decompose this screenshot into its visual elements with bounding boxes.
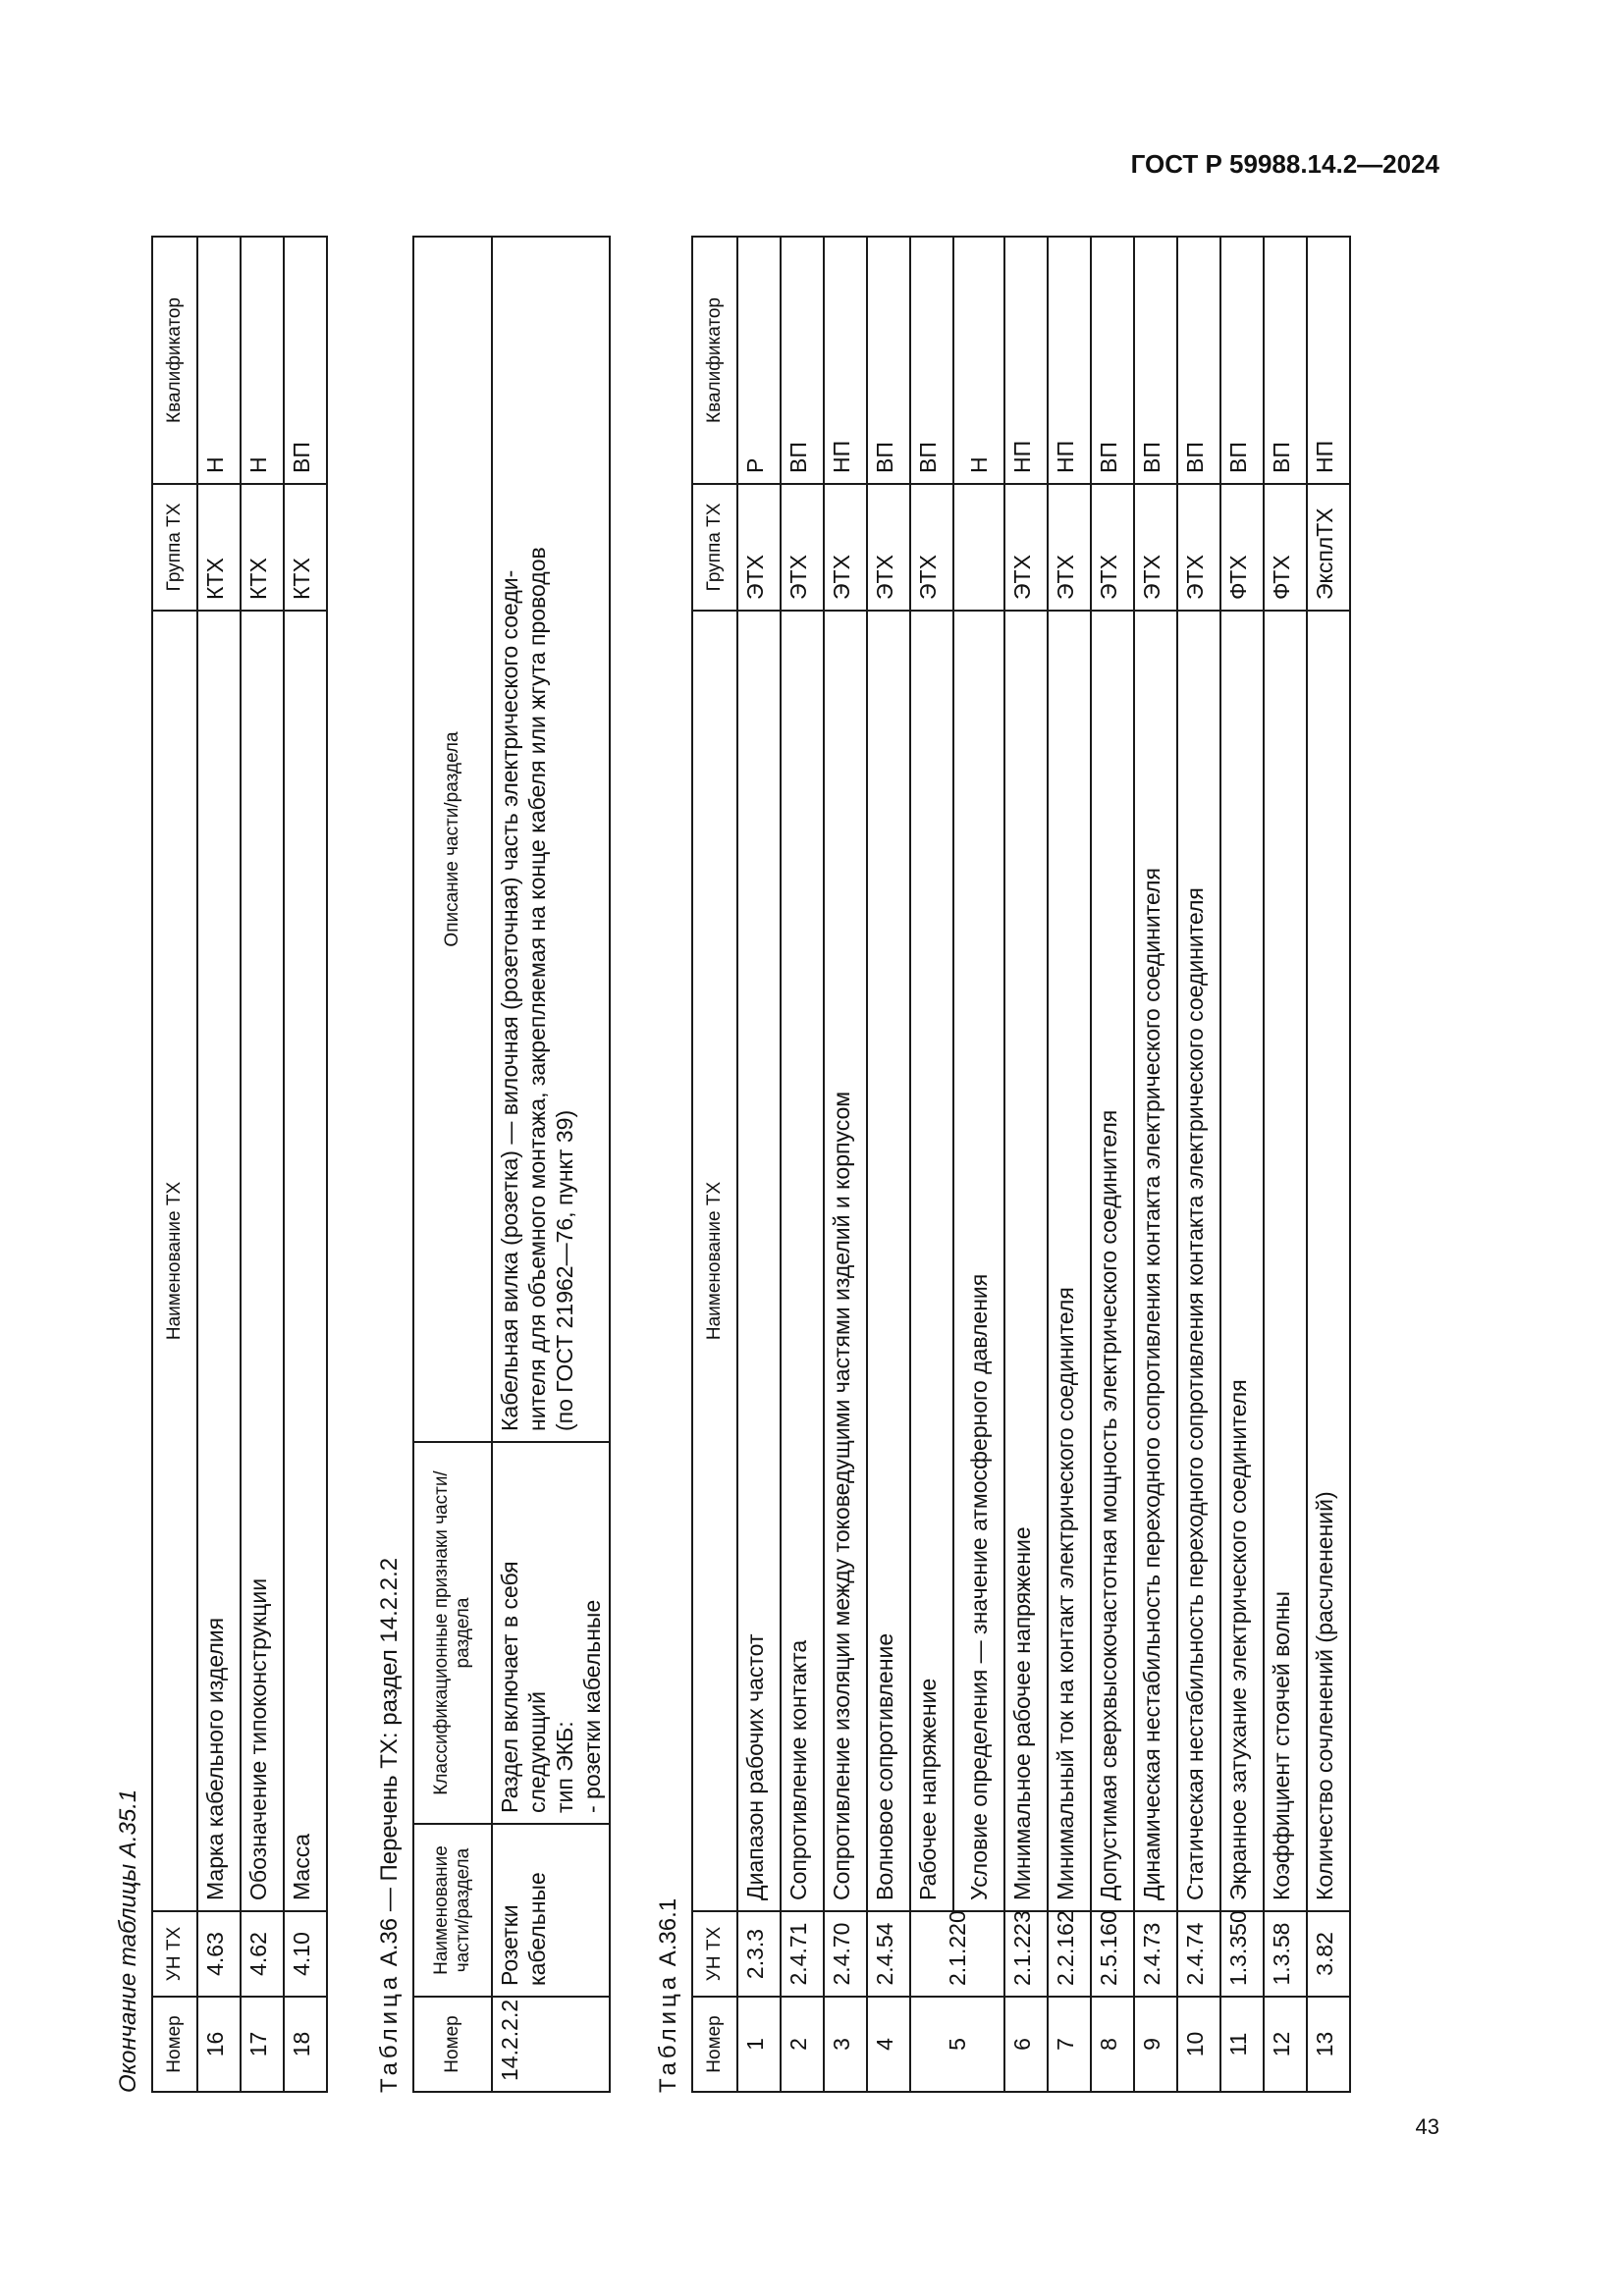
col-header-description: Описание части/раздела	[413, 237, 492, 1442]
cell-qualifier: ВП	[867, 237, 910, 484]
classification-line: - розетки кабельные	[579, 1599, 606, 1813]
table-row	[1307, 237, 1350, 2092]
cell-classification	[492, 1442, 610, 1824]
table-a36	[412, 236, 611, 2093]
table-row	[492, 237, 610, 2092]
cell-qualifier: ВП	[910, 237, 953, 484]
cell-number: 10	[1177, 1997, 1220, 2092]
caption-text: А.36 — Перечень ТХ: раздел 14.2.2.2	[376, 1557, 403, 1967]
cell-number: 5	[910, 1997, 1004, 2092]
col-header-number: Номер	[692, 1997, 737, 2092]
col-header-number: Номер	[413, 1997, 492, 2092]
cell-name: Коэффициент стоячей волны	[1264, 611, 1307, 1911]
cell-group	[953, 484, 1004, 611]
col-header-qualifier: Квалификатор	[692, 237, 737, 484]
caption-label: Таблица	[655, 1972, 681, 2093]
cell-group: ФТХ	[1220, 484, 1264, 611]
cell-description	[492, 237, 610, 1442]
cell-qualifier: Н	[197, 237, 241, 484]
table-row	[737, 237, 781, 2092]
table-header-row	[692, 237, 737, 2092]
cell-name: Масса	[284, 611, 327, 1911]
cell-code: 2.1.220	[910, 1911, 1004, 1997]
cell-name: Условие определения — значение атмосферного давления	[953, 611, 1004, 1911]
caption-text: А.36.1	[655, 1897, 681, 1967]
cell-code: 2.2.162	[1048, 1911, 1091, 1997]
cell-number: 12	[1264, 1997, 1307, 2092]
table-row	[824, 237, 867, 2092]
cell-group: ФТХ	[1264, 484, 1307, 611]
cell-name: Допустимая сверхвысокочастотная мощность электрического соединителя	[1091, 611, 1134, 1911]
cell-group: ЭТХ	[1177, 484, 1220, 611]
cell-number: 13	[1307, 1997, 1350, 2092]
cell-part-name: Розетки кабельные	[492, 1824, 610, 1997]
classification-line: Раздел включает в себя следующий	[497, 1561, 551, 1813]
classification-line: тип ЭКБ:	[552, 1721, 578, 1813]
cell-number: 8	[1091, 1997, 1134, 2092]
table-row	[1264, 237, 1307, 2092]
cell-code: 3.82	[1307, 1911, 1350, 1997]
cell-name: Марка кабельного изделия	[197, 611, 241, 1911]
cell-number: 2	[781, 1997, 824, 2092]
cell-group: ЭТХ	[737, 484, 781, 611]
cell-name: Сопротивление изоляции между токоведущими частями изделий и корпусом	[824, 611, 867, 1911]
table-row	[781, 237, 824, 2092]
table-row	[910, 237, 953, 2092]
table-row	[1004, 237, 1048, 2092]
cell-group: КТХ	[241, 484, 284, 611]
cell-code: 4.10	[284, 1911, 327, 1997]
table-row	[284, 237, 327, 2092]
cell-group: КТХ	[284, 484, 327, 611]
cell-code: 4.63	[197, 1911, 241, 1997]
cell-number: 16	[197, 1997, 241, 2092]
cell-number: 6	[1004, 1997, 1048, 2092]
cell-qualifier: НП	[1048, 237, 1091, 484]
cell-qualifier: ВП	[1091, 237, 1134, 484]
cell-name: Количество сочленений (расчленений)	[1307, 611, 1350, 1911]
cell-qualifier: Н	[953, 237, 1004, 484]
rotated-content	[114, 228, 1489, 2093]
cell-number: 18	[284, 1997, 327, 2092]
cell-group: ЭТХ	[781, 484, 824, 611]
col-header-group: Группа ТХ	[152, 484, 197, 611]
cell-qualifier: НП	[1004, 237, 1048, 484]
cell-group: ЭксплТХ	[1307, 484, 1350, 611]
cell-group: ЭТХ	[1048, 484, 1091, 611]
cell-qualifier: НП	[824, 237, 867, 484]
caption-table-a36	[375, 1558, 404, 2093]
table-header-row	[152, 237, 197, 2092]
table-header-row	[413, 237, 492, 2092]
cell-code: 2.4.71	[781, 1911, 824, 1997]
table-row	[197, 237, 241, 2092]
table-row	[1048, 237, 1091, 2092]
cell-name: Волновое сопротивление	[867, 611, 910, 1911]
col-header-number: Номер	[152, 1997, 197, 2092]
cell-qualifier: Н	[241, 237, 284, 484]
cell-qualifier: ВП	[1134, 237, 1177, 484]
cell-qualifier: ВП	[284, 237, 327, 484]
cell-code: 1.3.58	[1264, 1911, 1307, 1997]
cell-number: 3	[824, 1997, 867, 2092]
col-header-name: Наименование ТХ	[152, 611, 197, 1911]
table-row	[241, 237, 284, 2092]
cell-code: 2.4.54	[867, 1911, 910, 1997]
col-header-qualifier: Квалификатор	[152, 237, 197, 484]
table-a351-end	[151, 236, 328, 2093]
cell-group: ЭТХ	[824, 484, 867, 611]
table-row-condition	[953, 237, 1004, 2092]
cell-name: Минимальное рабочее напряжение	[1004, 611, 1048, 1911]
page-number: 43	[1415, 2114, 1439, 2139]
col-header-part-name: Наименование части/раздела	[413, 1824, 492, 1997]
cell-group: ЭТХ	[1091, 484, 1134, 611]
cell-group: ЭТХ	[1134, 484, 1177, 611]
cell-name: Экранное затухание электрического соединителя	[1220, 611, 1264, 1911]
cell-code: 1.3.350	[1220, 1911, 1264, 1997]
cell-group: ЭТХ	[867, 484, 910, 611]
table-row	[1091, 237, 1134, 2092]
table-row	[1177, 237, 1220, 2092]
col-header-group: Группа ТХ	[692, 484, 737, 611]
cell-code: 2.4.74	[1177, 1911, 1220, 1997]
caption-table-a361	[654, 1898, 682, 2093]
cell-group: КТХ	[197, 484, 241, 611]
cell-code: 2.3.3	[737, 1911, 781, 1997]
description-line: Кабельная вилка (розетка) — вилочная (розеточная) часть электрического соеди-	[497, 569, 522, 1431]
description-line: (по ГОСТ 21962—76, пункт 39)	[552, 1109, 578, 1431]
cell-qualifier: ВП	[1177, 237, 1220, 484]
cell-code: 4.62	[241, 1911, 284, 1997]
cell-name: Динамическая нестабильность переходного сопротивления контакта электрического соединителя	[1134, 611, 1177, 1911]
col-header-name: Наименование ТХ	[692, 611, 737, 1911]
cell-qualifier: ВП	[1220, 237, 1264, 484]
caption-label: Таблица	[376, 1972, 403, 2093]
cell-group: ЭТХ	[1004, 484, 1048, 611]
cell-name: Рабочее напряжение	[910, 611, 953, 1911]
cell-name: Сопротивление контакта	[781, 611, 824, 1911]
col-header-classification: Классификационные признаки части/раздела	[413, 1442, 492, 1824]
cell-name: Обозначение типоконструкции	[241, 611, 284, 1911]
cell-number: 4	[867, 1997, 910, 2092]
table-row	[867, 237, 910, 2092]
cell-number: 14.2.2.2	[492, 1997, 610, 2092]
cell-code: 2.1.223	[1004, 1911, 1048, 1997]
col-header-code: УН ТХ	[152, 1911, 197, 1997]
cell-qualifier: ВП	[1264, 237, 1307, 484]
cell-number: 1	[737, 1997, 781, 2092]
cell-number: 7	[1048, 1997, 1091, 2092]
cell-group: ЭТХ	[910, 484, 953, 611]
cell-name: Минимальный ток на контакт электрического соединителя	[1048, 611, 1091, 1911]
cell-qualifier: ВП	[781, 237, 824, 484]
table-a361	[691, 236, 1351, 2093]
cell-number: 11	[1220, 1997, 1264, 2092]
col-header-code: УН ТХ	[692, 1911, 737, 1997]
table-row	[1134, 237, 1177, 2092]
cell-name: Диапазон рабочих частот	[737, 611, 781, 1911]
cell-code: 2.4.70	[824, 1911, 867, 1997]
document-code: ГОСТ Р 59988.14.2—2024	[1130, 149, 1439, 179]
cell-number: 17	[241, 1997, 284, 2092]
cell-name: Статическая нестабильность переходного сопротивления контакта электрического соединителя	[1177, 611, 1220, 1911]
table-row	[1220, 237, 1264, 2092]
cell-number: 9	[1134, 1997, 1177, 2092]
cell-qualifier: Р	[737, 237, 781, 484]
cell-qualifier: НП	[1307, 237, 1350, 484]
cell-code: 2.4.73	[1134, 1911, 1177, 1997]
description-line: нителя для объемного монтажа, закрепляемая на конце кабеля или жгута проводов	[524, 547, 551, 1431]
cell-code: 2.5.160	[1091, 1911, 1134, 1997]
caption-table-a351-end: Окончание таблицы А.35.1	[115, 1789, 141, 2093]
